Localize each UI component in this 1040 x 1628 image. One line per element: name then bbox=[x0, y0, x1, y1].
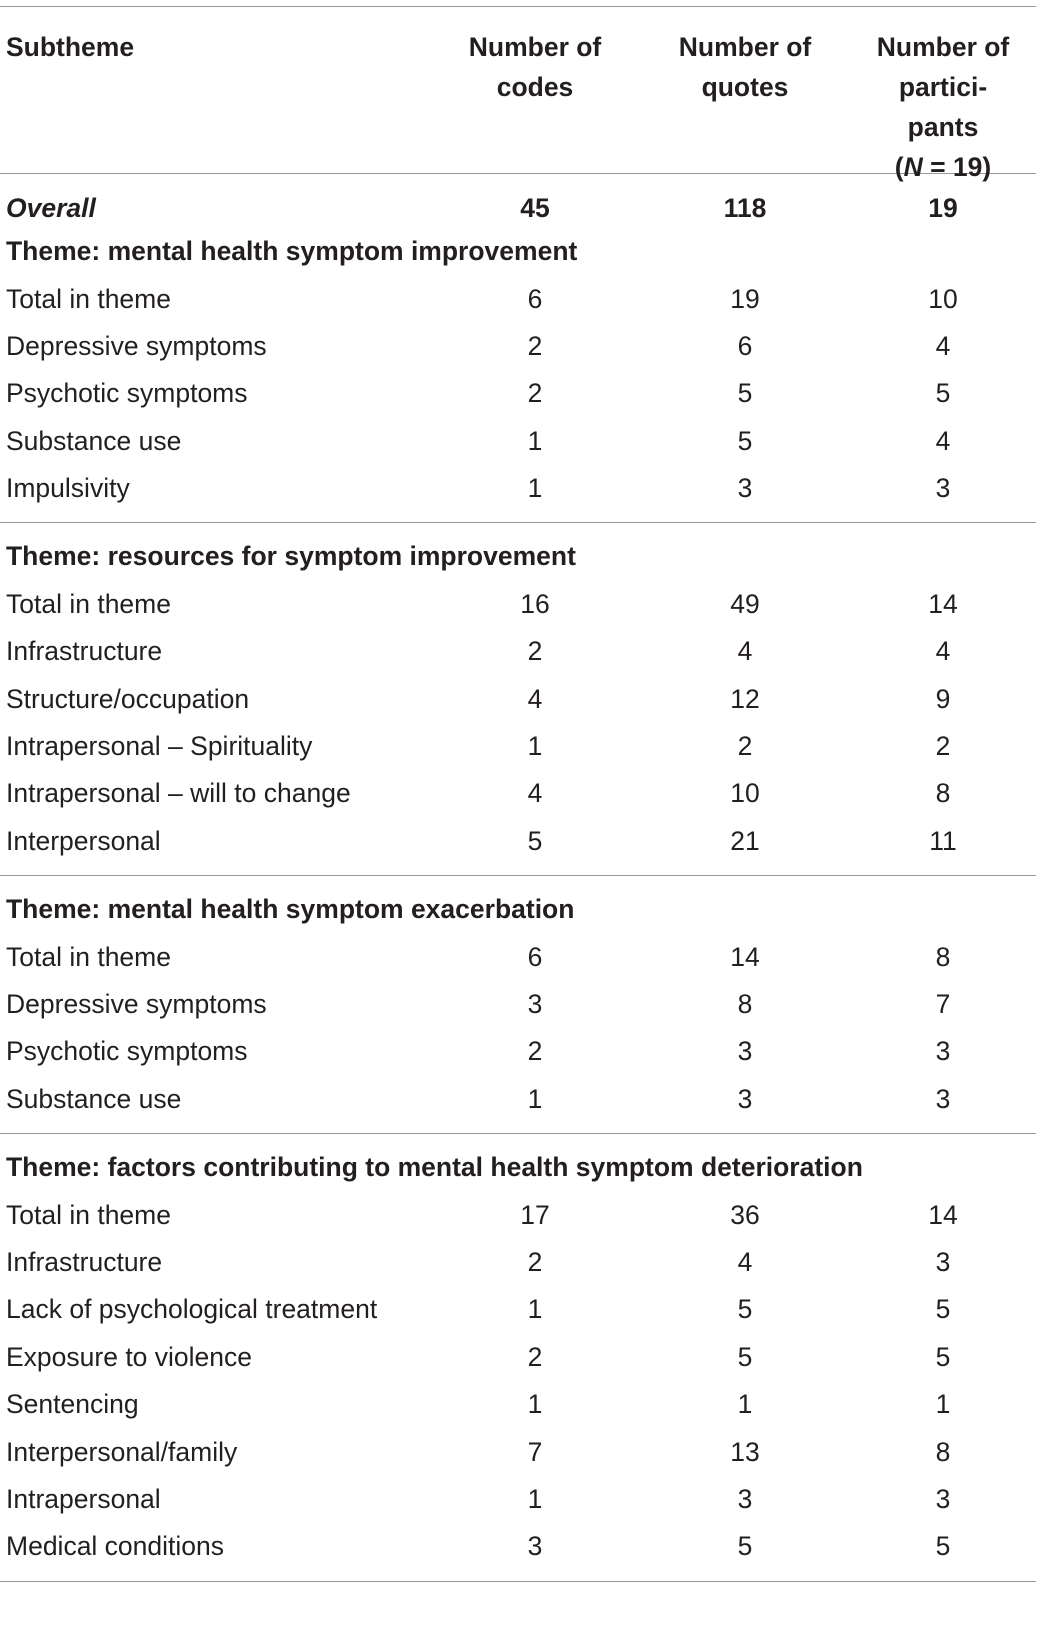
row-participants: 7 bbox=[935, 989, 951, 1020]
theme-section bbox=[0, 886, 1036, 1133]
table-row bbox=[0, 1523, 1036, 1570]
header-quotes-line2: quotes bbox=[701, 72, 789, 102]
header-codes-line1: Number of bbox=[468, 32, 602, 62]
table-row bbox=[0, 1028, 1036, 1075]
row-codes: 2 bbox=[527, 378, 543, 409]
row-codes: 2 bbox=[527, 1036, 543, 1067]
section-rule bbox=[0, 1581, 1036, 1582]
table-row bbox=[0, 723, 1036, 770]
row-quotes: 6 bbox=[737, 330, 753, 361]
row-codes: 5 bbox=[527, 825, 543, 856]
theme-section bbox=[0, 228, 1036, 522]
row-participants: 4 bbox=[935, 636, 951, 667]
theme-section bbox=[0, 1144, 1036, 1581]
table-row bbox=[0, 818, 1036, 865]
row-participants: 8 bbox=[935, 778, 951, 809]
row-participants: 3 bbox=[935, 1083, 951, 1114]
row-quotes: 1 bbox=[737, 1389, 753, 1420]
row-participants: 3 bbox=[935, 473, 951, 504]
row-codes: 1 bbox=[527, 1483, 543, 1514]
header-participants-line2: partici- bbox=[898, 72, 988, 102]
row-codes: 1 bbox=[527, 473, 543, 504]
row-label: Interpersonal/family bbox=[6, 1436, 238, 1467]
row-quotes: 5 bbox=[737, 1531, 753, 1562]
table-row bbox=[0, 1381, 1036, 1428]
row-quotes: 10 bbox=[730, 778, 760, 809]
row-codes: 2 bbox=[527, 1341, 543, 1372]
row-participants: 1 bbox=[935, 1389, 951, 1420]
row-label: Intrapersonal bbox=[6, 1483, 161, 1514]
theme-section bbox=[0, 533, 1036, 875]
row-codes: 3 bbox=[527, 989, 543, 1020]
theme-title: Theme: factors contributing to mental health symptom deterioration bbox=[6, 1152, 863, 1183]
row-label: Total in theme bbox=[6, 588, 171, 619]
table-row bbox=[0, 418, 1036, 465]
row-quotes: 3 bbox=[737, 1036, 753, 1067]
row-participants: 4 bbox=[935, 425, 951, 456]
row-participants: 2 bbox=[935, 731, 951, 762]
row-label: Intrapersonal – will to change bbox=[6, 778, 351, 809]
row-quotes: 21 bbox=[730, 825, 760, 856]
row-codes: 6 bbox=[527, 283, 543, 314]
table-row bbox=[0, 676, 1036, 723]
row-label: Psychotic symptoms bbox=[6, 1036, 248, 1067]
row-quotes: 12 bbox=[730, 683, 760, 714]
row-label: Exposure to violence bbox=[6, 1341, 253, 1372]
row-participants: 14 bbox=[928, 588, 958, 619]
row-label: Substance use bbox=[6, 425, 182, 456]
row-codes: 7 bbox=[527, 1436, 543, 1467]
row-codes: 2 bbox=[527, 636, 543, 667]
row-quotes: 13 bbox=[730, 1436, 760, 1467]
row-quotes: 5 bbox=[737, 378, 753, 409]
header-quotes bbox=[640, 27, 850, 187]
header-participants-line4 bbox=[850, 147, 1036, 187]
row-quotes: 3 bbox=[737, 1083, 753, 1114]
table-header bbox=[0, 7, 1036, 182]
row-label: Infrastructure bbox=[6, 1247, 163, 1277]
row-quotes: 8 bbox=[737, 989, 753, 1020]
row-codes: 4 bbox=[527, 778, 543, 809]
header-participants-line3: pants bbox=[907, 112, 979, 142]
row-label: Medical conditions bbox=[6, 1531, 225, 1562]
row-label: Total in theme bbox=[6, 1199, 171, 1230]
row-participants: 3 bbox=[935, 1036, 951, 1067]
table-row bbox=[0, 1428, 1036, 1475]
header-codes bbox=[430, 27, 640, 187]
table-row bbox=[0, 1191, 1036, 1238]
row-quotes: 4 bbox=[737, 1247, 753, 1277]
row-label: Depressive symptoms bbox=[6, 330, 267, 361]
row-participants: 4 bbox=[935, 330, 951, 361]
row-label: Depressive symptoms bbox=[6, 989, 267, 1020]
overall-label: Overall bbox=[6, 192, 96, 223]
row-label: Interpersonal bbox=[6, 825, 161, 856]
header-subtheme: Subtheme bbox=[6, 32, 135, 62]
row-quotes: 3 bbox=[737, 1483, 753, 1514]
row-label: Intrapersonal – Spirituality bbox=[6, 731, 313, 762]
row-quotes: 4 bbox=[737, 636, 753, 667]
overall-participants: 19 bbox=[928, 192, 958, 223]
row-codes: 1 bbox=[527, 1389, 543, 1420]
row-participants: 3 bbox=[935, 1247, 951, 1277]
row-participants: 5 bbox=[935, 1294, 951, 1325]
theme-title: Theme: mental health symptom improvement bbox=[6, 236, 578, 266]
header-quotes-line1: Number of bbox=[678, 32, 812, 62]
row-participants: 14 bbox=[928, 1199, 958, 1230]
table-row bbox=[0, 1076, 1036, 1123]
table-row bbox=[0, 933, 1036, 980]
table-row bbox=[0, 1334, 1036, 1381]
row-codes: 2 bbox=[527, 1247, 543, 1277]
row-label: Sentencing bbox=[6, 1389, 139, 1420]
row-quotes: 2 bbox=[737, 731, 753, 762]
row-codes: 16 bbox=[520, 588, 550, 619]
section-rule bbox=[0, 875, 1036, 876]
row-quotes: 36 bbox=[730, 1199, 760, 1230]
section-rule bbox=[0, 522, 1036, 523]
table-row bbox=[0, 628, 1036, 675]
row-participants: 5 bbox=[935, 1341, 951, 1372]
table-row bbox=[0, 1286, 1036, 1333]
theme-title: Theme: mental health symptom exacerbation bbox=[6, 894, 575, 925]
table-row bbox=[0, 323, 1036, 370]
section-rule bbox=[0, 1133, 1036, 1134]
row-codes: 17 bbox=[520, 1199, 550, 1230]
row-codes: 6 bbox=[527, 941, 543, 972]
row-codes: 3 bbox=[527, 1531, 543, 1562]
row-label: Psychotic symptoms bbox=[6, 378, 248, 409]
table-row bbox=[0, 275, 1036, 322]
row-participants: 11 bbox=[929, 825, 957, 856]
n-rest: = 19) bbox=[922, 152, 992, 182]
row-participants: 3 bbox=[935, 1483, 951, 1514]
row-quotes: 19 bbox=[730, 283, 760, 314]
row-quotes: 14 bbox=[730, 941, 760, 972]
row-label: Total in theme bbox=[6, 283, 171, 314]
row-label: Total in theme bbox=[6, 941, 171, 972]
row-participants: 5 bbox=[935, 378, 951, 409]
row-participants: 9 bbox=[935, 683, 951, 714]
row-codes: 1 bbox=[527, 731, 543, 762]
row-label: Substance use bbox=[6, 1083, 182, 1114]
row-participants: 8 bbox=[935, 941, 951, 972]
table-row bbox=[0, 981, 1036, 1028]
row-quotes: 5 bbox=[737, 1341, 753, 1372]
n-variable: N bbox=[903, 152, 923, 182]
table-row bbox=[0, 370, 1036, 417]
row-label: Lack of psychological treatment bbox=[6, 1294, 378, 1325]
row-codes: 4 bbox=[527, 683, 543, 714]
n-open: ( bbox=[894, 152, 904, 182]
table-row bbox=[0, 770, 1036, 817]
overall-quotes: 118 bbox=[723, 192, 767, 223]
row-label: Structure/occupation bbox=[6, 683, 250, 714]
table-row bbox=[0, 1476, 1036, 1523]
header-participants-line1: Number of bbox=[876, 32, 1010, 62]
table-row bbox=[0, 465, 1036, 512]
row-participants: 10 bbox=[928, 283, 958, 314]
row-quotes: 5 bbox=[737, 425, 753, 456]
row-participants: 8 bbox=[935, 1436, 951, 1467]
row-codes: 1 bbox=[527, 1083, 543, 1114]
overall-codes: 45 bbox=[520, 192, 550, 223]
theme-title: Theme: resources for symptom improvement bbox=[6, 541, 576, 572]
row-label: Infrastructure bbox=[6, 636, 163, 667]
row-codes: 1 bbox=[527, 1294, 543, 1325]
table-row bbox=[0, 581, 1036, 628]
row-codes: 1 bbox=[527, 425, 543, 456]
header-codes-line2: codes bbox=[496, 72, 574, 102]
row-participants: 5 bbox=[935, 1531, 951, 1562]
row-codes: 2 bbox=[527, 330, 543, 361]
theme-sections bbox=[0, 228, 1036, 1582]
table-row bbox=[0, 1239, 1036, 1286]
themes-table bbox=[0, 6, 1036, 1582]
row-quotes: 3 bbox=[737, 473, 753, 504]
row-label: Impulsivity bbox=[6, 473, 130, 504]
row-quotes: 5 bbox=[737, 1294, 753, 1325]
header-participants bbox=[850, 27, 1036, 187]
row-quotes: 49 bbox=[730, 588, 760, 619]
